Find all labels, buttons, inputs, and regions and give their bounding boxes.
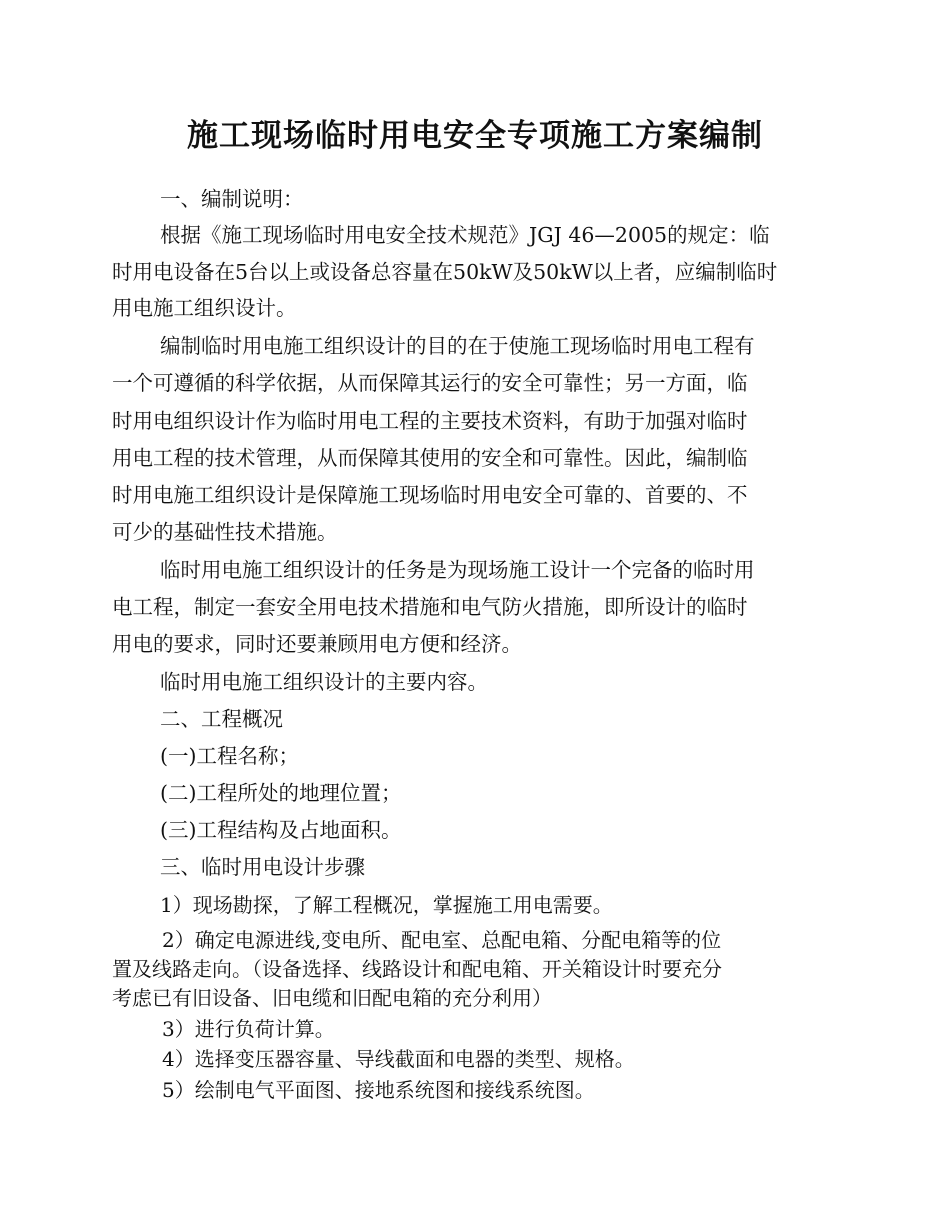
paragraph-1-line-2: 时用电设备在5台以上或设备总容量在50kW及50kW以上者，应编制临时	[112, 260, 778, 284]
paragraph-2-line-1: 编制临时用电施工组织设计的目的在于使施工现场临时用电工程有	[160, 334, 755, 358]
list-item-3: (三)工程结构及占地面积。	[160, 818, 402, 842]
paragraph-3-line-1: 临时用电施工组织设计的任务是为现场施工设计一个完备的临时用	[160, 558, 755, 582]
document-title: 施工现场临时用电安全专项施工方案编制	[187, 118, 763, 154]
step-1: 1）现场勘探，了解工程概况，掌握施工用电需要。	[160, 893, 613, 917]
paragraph-3-line-3: 用电的要求，同时还要兼顾用电方便和经济。	[112, 632, 522, 656]
list-item-1: (一)工程名称；	[160, 744, 299, 768]
step-2-line-2: 置及线路走向。（设备选择、线路设计和配电箱、开关箱设计时要充分	[112, 957, 722, 981]
step-2-line-1: 2）确定电源进线,变电所、配电室、总配电箱、分配电箱等的位	[162, 928, 722, 952]
paragraph-2-line-5: 时用电施工组织设计是保障施工现场临时用电安全可靠的、首要的、不	[112, 483, 748, 507]
paragraph-2-line-3: 时用电组织设计作为临时用电工程的主要技术资料，有助于加强对临时	[112, 409, 748, 433]
step-2-line-3: 考虑已有旧设备、旧电缆和旧配电箱的充分利用）	[112, 986, 552, 1010]
paragraph-2-line-4: 用电工程的技术管理，从而保障其使用的安全和可靠性。因此，编制临	[112, 446, 748, 470]
paragraph-2-line-6: 可少的基础性技术措施。	[112, 520, 338, 544]
paragraph-4-line-1: 临时用电施工组织设计的主要内容。	[160, 670, 488, 694]
section-heading-1: 一、编制说明：	[160, 187, 304, 211]
step-5: 5）绘制电气平面图、接地系统图和接线系统图。	[162, 1078, 595, 1102]
section-heading-2: 二、工程概况	[160, 707, 283, 731]
list-item-2: (二)工程所处的地理位置；	[160, 781, 402, 805]
section-heading-3: 三、临时用电设计步骤	[160, 855, 365, 879]
paragraph-3-line-2: 电工程，制定一套安全用电技术措施和电气防火措施，即所设计的临时	[112, 595, 748, 619]
step-4: 4）选择变压器容量、导线截面和电器的类型、规格。	[162, 1047, 635, 1071]
paragraph-2-line-2: 一个可遵循的科学依据，从而保障其运行的安全可靠性；另一方面，临	[112, 371, 748, 395]
paragraph-1-line-3: 用电施工组织设计。	[112, 296, 297, 320]
step-3: 3）进行负荷计算。	[162, 1017, 335, 1041]
paragraph-1-line-1: 根据《施工现场临时用电安全技术规范》JGJ 46—2005的规定：临	[160, 223, 770, 247]
